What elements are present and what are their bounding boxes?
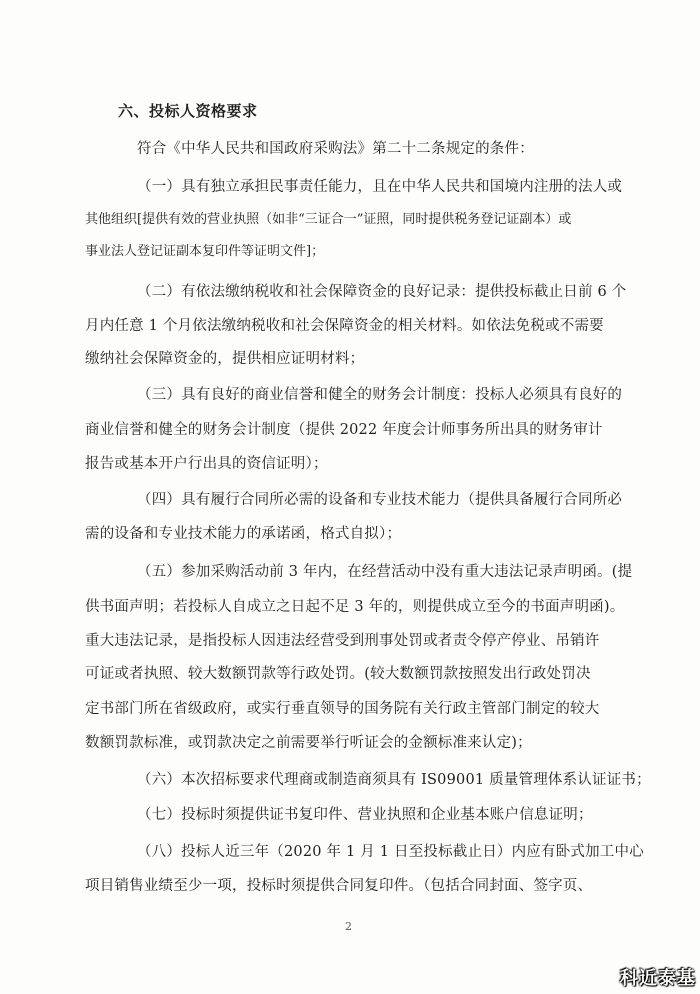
watermark: 科近泰基 xyxy=(620,968,696,989)
paragraph-line: 重大违法记录，是指投标人因违法经营受到刑事处罚或者责令停产停业、吊销许 xyxy=(85,633,600,649)
paragraph-line: 符合《中华人民共和国政府采购法》第二十二条规定的条件： xyxy=(137,141,534,157)
paragraph-line: 定书部门所在省级政府，或实行垂直领导的国务院有关行政主管部门制定的较大 xyxy=(85,701,600,717)
page-number: 2 xyxy=(345,920,352,933)
paragraph-line: 项目销售业绩至少一项，投标时须提供合同复印件。（包括合同封面、签字页、 xyxy=(85,878,593,894)
paragraph-line: 需的设备和专业技术能力的承诺函，格式自拟）； xyxy=(85,526,402,542)
paragraph-line: （六）本次招标要求代理商或制造商须具有 IS09001 质量管理体系认证证书； xyxy=(137,772,651,788)
paragraph-line: （八）投标人近三年（2020 年 1 月 1 日至投标截止日）内应有卧式加工中心 xyxy=(137,844,644,860)
paragraph-line: （一）具有独立承担民事责任能力，且在中华人民共和国境内注册的法人或 xyxy=(137,179,623,195)
section-heading: 六、投标人资格要求 xyxy=(118,102,258,120)
paragraph-line: 其他组织[提供有效的营业执照（如非“三证合一”证照，同时提供税务登记证副本）或 xyxy=(85,212,572,227)
paragraph-line: 事业法人登记证副本复印件等证明文件]； xyxy=(85,244,325,259)
paragraph-line: 供书面声明；若投标人自成立之日起不足 3 年的，则提供成立至今的书面声明函)。 xyxy=(85,599,625,615)
paragraph-line: 数额罚款标准，或罚款决定之前需要举行听证会的金额标准来认定)； xyxy=(85,735,532,751)
paragraph-line: （三）具有良好的商业信誉和健全的财务会计制度：投标人必须具有良好的 xyxy=(137,387,623,403)
paragraph-line: （二）有依法缴纳税收和社会保障资金的良好记录：提供投标截止日前 6 个 xyxy=(137,284,627,300)
paragraph-line: 月内任意 1 个月依法缴纳税收和社会保障资金的相关材料。如依法免税或不需要 xyxy=(85,318,604,334)
paragraph-line: 商业信誉和健全的财务会计制度（提供 2022 年度会计师事务所出具的财务审计 xyxy=(85,422,603,438)
paragraph-line: （四）具有履行合同所必需的设备和专业技术能力（提供具备履行合同所必 xyxy=(137,492,623,508)
paragraph-line: 可证或者执照、较大数额罚款等行政处罚。(较大数额罚款按照发出行政处罚决 xyxy=(85,666,591,682)
paragraph-line: 报告或基本开户行出具的资信证明）； xyxy=(85,456,328,472)
paragraph-line: （五）参加采购活动前 3 年内，在经营活动中没有重大违法记录声明函。(提 xyxy=(137,564,633,580)
paragraph-line: 缴纳社会保障资金的，提供相应证明材料； xyxy=(85,351,365,367)
paragraph-line: （七）投标时须提供证书复印件、营业执照和企业基本账户信息证明； xyxy=(137,807,593,823)
